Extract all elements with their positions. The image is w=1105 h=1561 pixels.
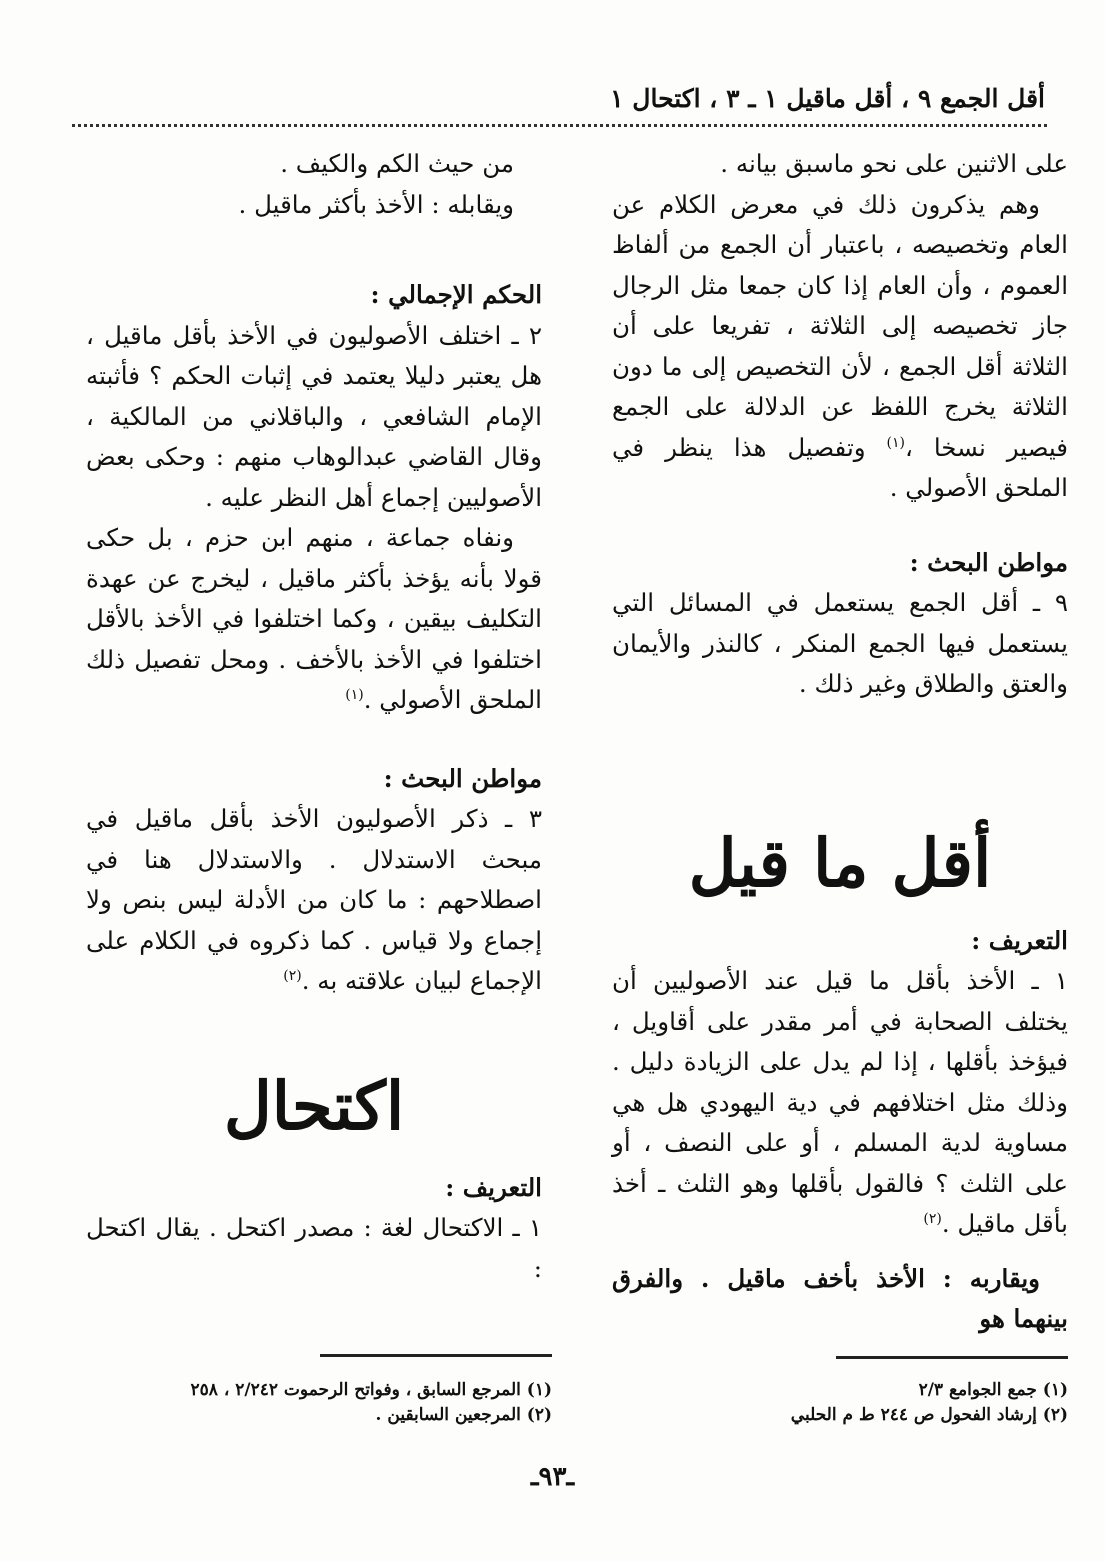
footnote-divider (836, 1356, 1068, 1359)
footnotes-right (612, 1378, 1068, 1428)
paragraph (612, 961, 1068, 1245)
entry-title: اكتحال (223, 1066, 405, 1145)
footnote-ref: (١) (345, 686, 364, 703)
paragraph: ٩ ـ أقل الجمع يستعمل في المسائل التي يستعمل فيها الجمع المنكر ، كالنذر والأيمان والعتق والطلاق وغير ذلك . (612, 588, 1068, 698)
paragraph-text: ٣ ـ ذكر الأصوليون الأخذ بأقل ماقيل في مبحث الاستدلال . والاستدلال هنا في اصطلاحهم : ما كان من الأدلة ليس بنص ولا إجماع ولا قياس . كما ذكروه في الكلام على الإجماع لبيان علاقته به . (86, 804, 542, 995)
section-heading-tarif: التعريف : (971, 925, 1068, 955)
section-heading-tarif: التعريف : (445, 1172, 542, 1202)
page-number: ـ٩٣ـ (530, 1462, 575, 1492)
section-heading-hukm: الحكم الإجمالي : (370, 280, 542, 309)
paragraph-text: وهم يذكرون ذلك في معرض الكلام عن العام وتخصيصه ، باعتبار أن الجمع من ألفاظ العموم ، وأن العام إذا كان جمعا مثل الرجال جاز تخصيصه إلى الثلاثة ، تفريعا على أن الثلاثة أقل الجمع ، لأن التخصيص إلى ما دون الثلاثة يخرج اللفظ عن الدلالة على الجمع فيصير نسخا ، (612, 189, 1068, 462)
footnote-ref: (١) (886, 434, 905, 451)
footnote-ref: (٢) (923, 1210, 942, 1227)
footnote: (١) المرجع السابق ، وفواتح الرحموت ٢/٢٤٢ ، ٢٥٨ (190, 1380, 552, 1400)
footnote: (٢) إرشاد الفحول ص ٢٤٤ ط م الحلبي (790, 1405, 1068, 1425)
footnote: (١) جمع الجوامع ٢/٣ (918, 1380, 1068, 1400)
paragraph: من حيث الكم والكيف . (280, 149, 514, 178)
running-header: أقل الجمع ٩ ، أقل ماقيل ١ ـ ٣ ، اكتحال ١ (610, 84, 1045, 113)
paragraph: ويقاربه : الأخذ بأخف ماقيل . والفرق بينهما هو (612, 1263, 1068, 1333)
paragraph: ٢ ـ اختلف الأصوليون في الأخذ بأقل ماقيل ، هل يعتبر دليلا يعتمد في إثبات الحكم ؟ فأثبته الإمام الشافعي ، والباقلاني من المالكية ، وقال القاضي عبدالوهاب منهم : وحكى بعض الأصوليين إجماع أهل النظر عليه . (86, 320, 542, 512)
section-heading-mawatin: مواطن البحث : (383, 763, 542, 793)
footnote-ref: (٢) (283, 967, 302, 984)
section-heading-mawatin: مواطن البحث : (909, 547, 1068, 577)
left-column (86, 144, 542, 1289)
paragraph: ١ ـ الاكتحال لغة : مصدر اكتحل . يقال اكتحل : (86, 1213, 542, 1283)
paragraph: على الاثنين على نحو ماسبق بيانه . (720, 149, 1068, 178)
paragraph: ويقابله : الأخذ بأكثر ماقيل . (238, 189, 514, 219)
header-divider (72, 124, 1047, 127)
paragraph-text: ١ ـ الأخذ بأقل ما قيل عند الأصوليين أن يختلف الصحابة في أمر مقدر على أقاويل ، فيؤخذ بأقلها ، إذا لم يدل على الزيادة دليل . وذلك مثل اختلافهم في دية اليهودي هل هي مساوية لدية المسلم ، أو على النصف ، أو على الثلث ؟ فالقول بأقلها وهو الثلث ـ أخذ بأقل ماقيل . (612, 966, 1068, 1238)
paragraph (86, 799, 542, 1002)
footnote: (٢) المرجعين السابقين . (375, 1405, 552, 1425)
paragraph-text: وتفصيل هذا ينظر في الملحق الأصولي . (612, 432, 1068, 502)
paragraph (86, 518, 542, 721)
footnotes-left (86, 1378, 552, 1428)
footnote-divider (320, 1354, 552, 1357)
entry-title: أقل ما قيل (688, 823, 992, 902)
right-column (612, 144, 1068, 1340)
paragraph-text: ونفاه جماعة ، منهم ابن حزم ، بل حكى قولا بأنه يؤخذ بأكثر ماقيل ، ليخرج عن عهدة التكليف بيقين ، وكما اختلفوا في الأخذ بالأقل اختلفوا في الأخذ بالأخف . ومحل تفصيل ذلك الملحق الأصولي . (86, 523, 542, 714)
paragraph (612, 185, 1068, 509)
